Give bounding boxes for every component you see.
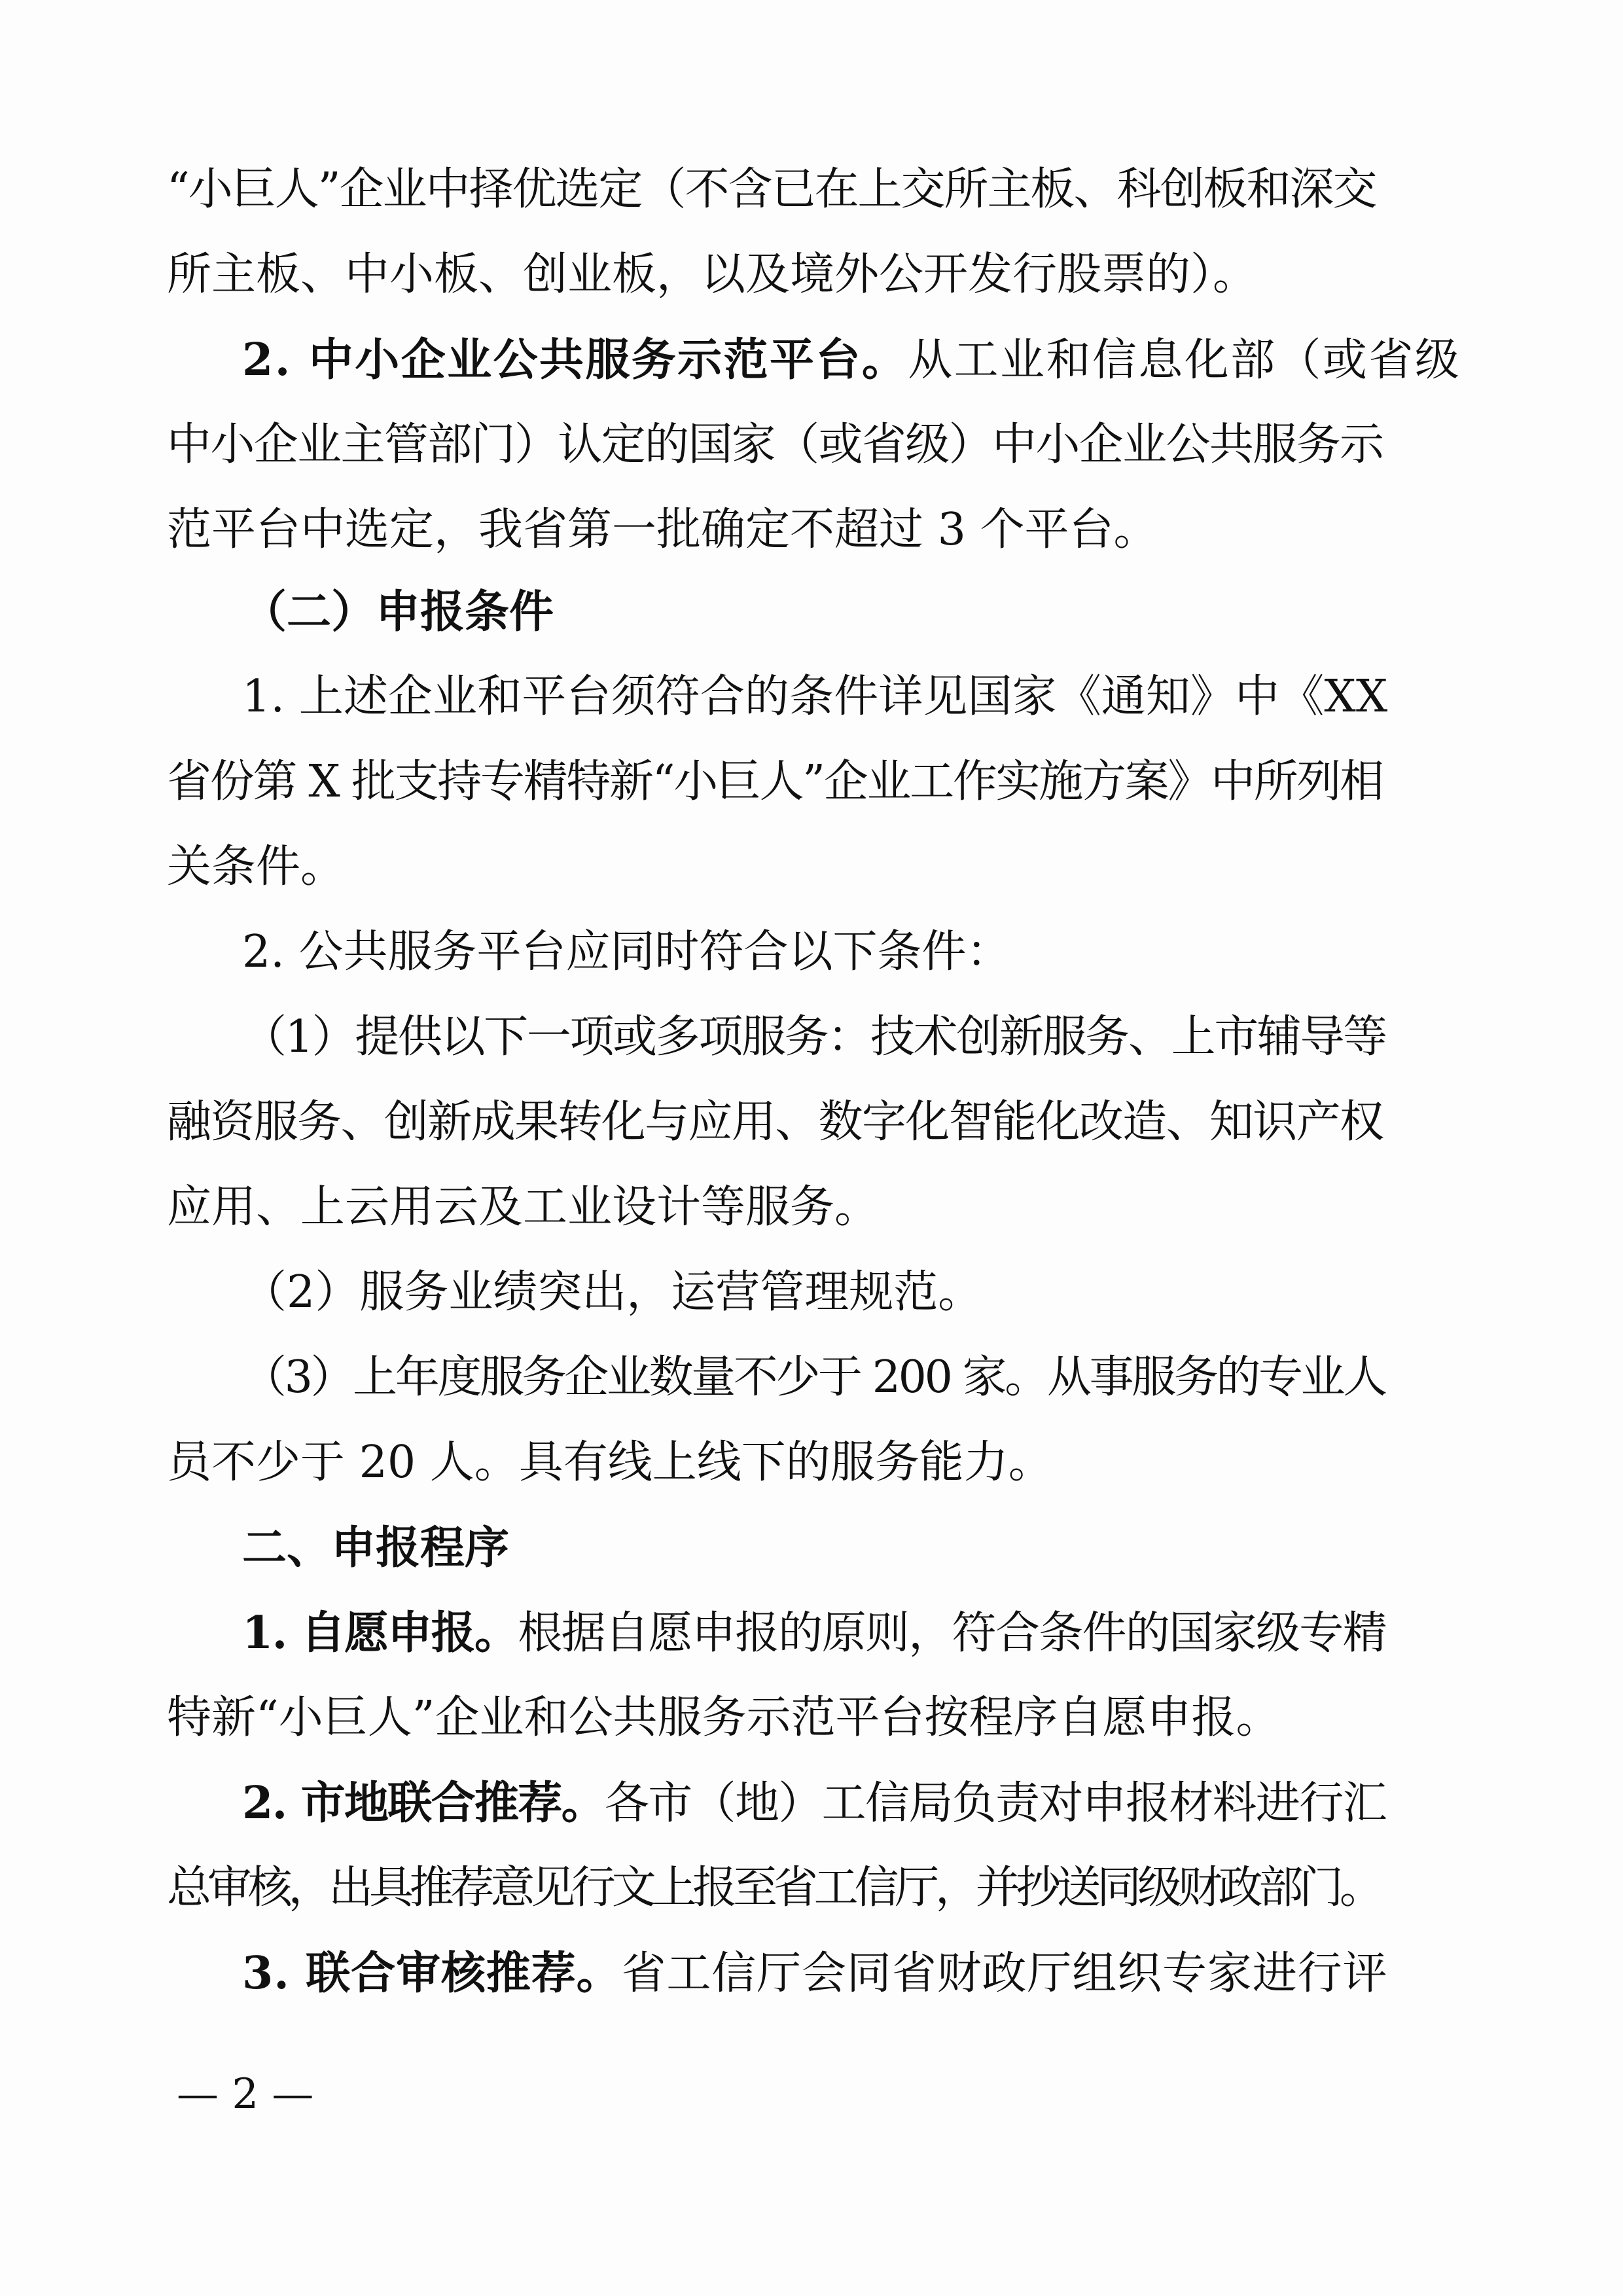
text-segment: 范平台中选定，我省第一批确定不超过 3 个平台。 (167, 504, 1158, 556)
text-segment: 融资服务、创新成果转化与应用、数字化智能化改造、知识产权 (167, 1096, 1383, 1148)
bold-text-segment: 1. 自愿申报。 (242, 1607, 518, 1659)
text-line (167, 831, 345, 903)
text-line (167, 409, 1383, 481)
text-line (167, 1852, 1380, 1924)
text-line (167, 746, 1383, 818)
text-line (242, 1001, 1386, 1073)
text-segment: 员不少于 20 人。具有线上线下的服务能力。 (167, 1437, 1053, 1488)
text-line (242, 1342, 1385, 1414)
text-line (242, 1767, 1386, 1839)
text-line (167, 1682, 1281, 1754)
text-line (242, 916, 1011, 988)
text-segment: “小巨人”企业中择优选定（不含已在上交所主板、科创板和深交 (167, 164, 1376, 215)
text-line (242, 1257, 982, 1329)
text-segment: 2. 公共服务平台应同时符合以下条件： (242, 926, 1011, 978)
text-line (167, 494, 1158, 566)
bold-text-segment: （二）申报条件 (242, 586, 554, 638)
text-line (242, 1512, 509, 1584)
text-line (242, 576, 554, 648)
text-segment: 总审核，出具推荐意见行文上报至省工信厅，并抄送同级财政部门。 (167, 1862, 1380, 1914)
text-line (242, 324, 1461, 396)
text-segment: （1）提供以下一项或多项服务：技术创新服务、上市辅导等 (242, 1011, 1386, 1063)
text-line (242, 661, 1387, 733)
text-line (242, 1597, 1386, 1669)
text-segment: 省工信厅会同省财政厅组织专家进行评 (621, 1948, 1388, 2000)
text-segment: 中小企业主管部门）认定的国家（或省级）中小企业公共服务示 (167, 419, 1383, 471)
bold-text-segment: 二、申报程序 (242, 1522, 510, 1574)
text-segment: 1. 上述企业和平台须符合的条件详见国家《通知》中《XX (242, 671, 1388, 723)
text-line (167, 1086, 1383, 1158)
bold-text-segment: 2. 中小企业公共服务示范平台。 (242, 334, 908, 386)
text-segment: （2）服务业绩突出，运营管理规范。 (242, 1266, 983, 1318)
text-line (167, 1172, 879, 1244)
page-number: — 2 — (177, 2070, 314, 2119)
text-segment: 各市（地）工信局负责对申报材料进行汇 (604, 1778, 1386, 1829)
text-segment: 所主板、中小板、创业板，以及境外公开发行股票的）。 (167, 249, 1258, 300)
text-segment: （3）上年度服务企业数量不少于 200 家。从事服务的专业人 (242, 1352, 1385, 1403)
text-segment: 应用、上云用云及工业设计等服务。 (167, 1181, 880, 1233)
text-segment: 省份第 X 批支持专精特新“小巨人”企业工作实施方案》中所列相 (167, 756, 1383, 808)
text-line (167, 239, 1257, 311)
text-segment: 特新“小巨人”企业和公共服务示范平台按程序自愿申报。 (167, 1692, 1281, 1744)
text-line (167, 154, 1376, 226)
text-line (242, 1937, 1387, 2009)
text-segment: 关条件。 (167, 841, 346, 893)
text-segment: 根据自愿申报的原则，符合条件的国家级专精 (518, 1607, 1386, 1659)
bold-text-segment: 2. 市地联合推荐。 (242, 1777, 605, 1829)
text-line (167, 1427, 1053, 1499)
bold-text-segment: 3. 联合审核推荐。 (242, 1947, 622, 2000)
text-segment: 从工业和信息化部（或省级 (908, 334, 1461, 386)
